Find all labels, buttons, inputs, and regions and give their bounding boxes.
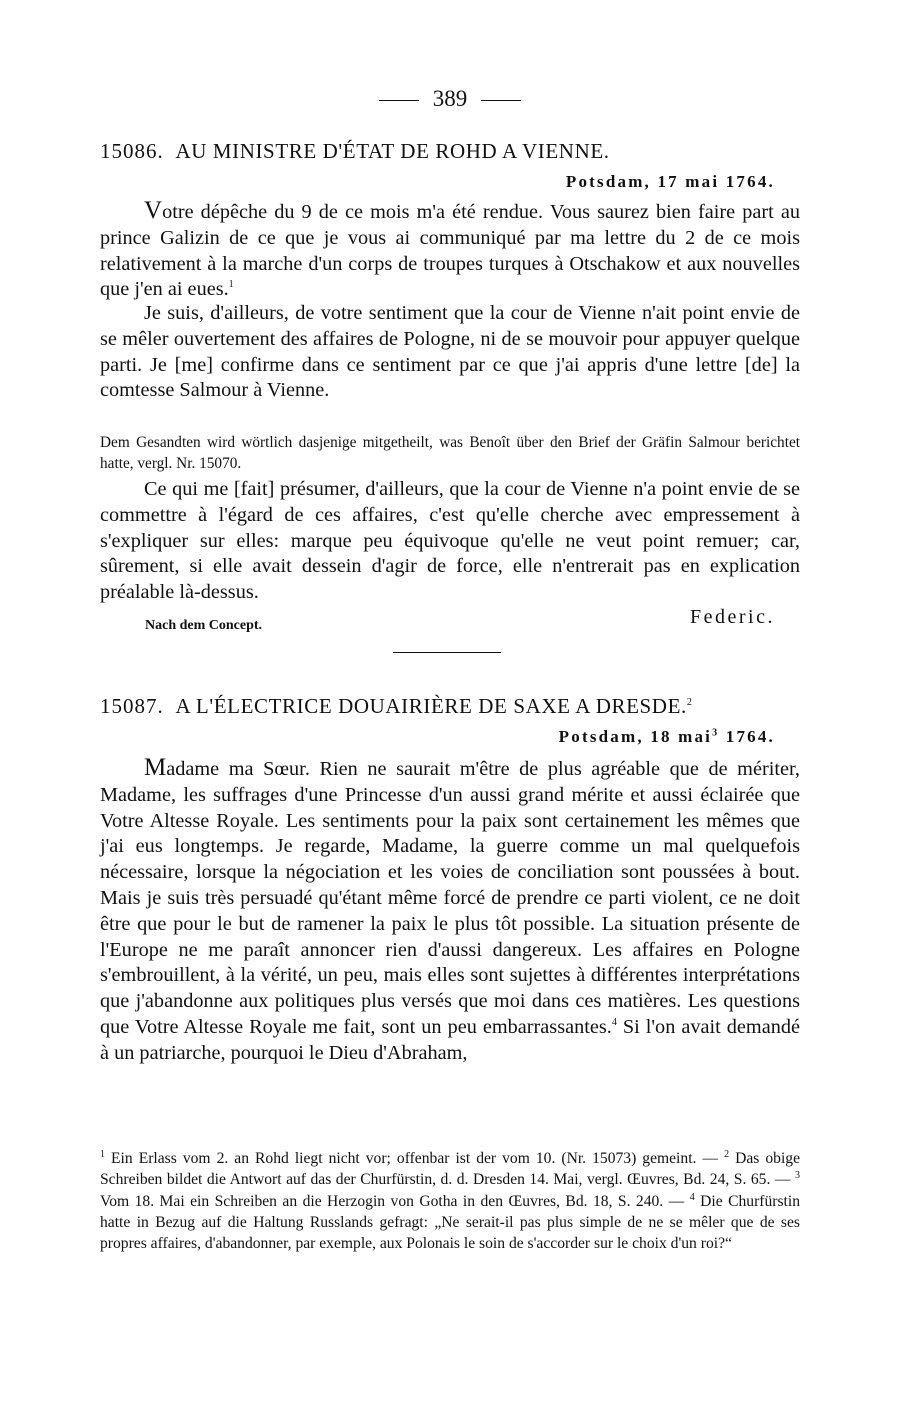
letter-paragraph: Ce qui me [fait] présumer, d'ailleurs, que la cour de Vienne n'a point envie de se commettre à l'égard de ces affaires, c'est qu'elle cherche avec empressement à s'expliquer sur elles: marque peu équivoque qu'elle ne veut point remuer; car, sûrement, si elle avait dessein d'agir de force, elle n'entrerait pas en explication préalable là-dessus. [100,478,800,604]
letter-dateline [559,727,775,747]
letter-paragraph [100,198,800,303]
source-note: Nach dem Concept. [145,618,263,633]
footnote-mark: 1 [100,1148,105,1160]
page-header [0,86,900,112]
dateline-place-date: Potsdam, 18 mai [558,727,713,746]
paragraph-text: otre dépêche du 9 de ce mois m'a été rendue. Vous saurez bien faire part au prince Galizin de ce que je vous ai communiqué par ma lettre du 2 de ce mois relativement à la marche d'un corps de troupes turques à Otschakow et aux nouvelles que j'en ai eues. [100,201,800,301]
header-dash-left [379,100,419,101]
letter-paragraph [100,755,800,1067]
footnote-mark: 4 [689,1191,695,1203]
initial-letter: M [144,754,167,781]
footnote-mark: 2 [724,1148,730,1160]
letter-number: 15087. [100,694,164,718]
footnote-ref: 3 [712,727,720,739]
footnote-ref: 1 [228,279,234,291]
footnote-text: Die Churfürstin hatte in Bezug auf die Haltung Russlands gefragt: „Ne serait-il pas plus simple de ne se mêler que de ses propres affaires, d'abandonner, par exemple, aux Polonais le soin de s'accorder sur le choix d'un roi?“ [100,1192,800,1253]
letter-heading: A L'ÉLECTRICE DOUAIRIÈRE DE SAXE A DRESDE. [175,694,687,718]
letter-dateline: Potsdam, 17 mai 1764. [565,172,775,191]
footnote-text: Vom 18. Mai ein Schreiben an die Herzogin von Gotha in den Œuvres, Bd. 18, S. 240. — [100,1192,690,1210]
letter-title [100,694,800,719]
section-divider [393,652,501,653]
editor-note: Dem Gesandten wird wörtlich dasjenige mitgetheilt, was Benoît über den Brief der Gräfin Salmour berichtet hatte, vergl. Nr. 15070. [100,434,800,472]
footnote-text: Ein Erlass vom 2. an Rohd liegt nicht vor; offenbar ist der vom 10. (Nr. 15073) gemeint. — [105,1150,725,1167]
paragraph-text: Si l'on avait demandé à un patriarche, pourquoi le Dieu d'Abraham, [100,1015,800,1064]
letter-heading: AU MINISTRE D'ÉTAT DE ROHD A VIENNE. [175,139,610,163]
signature: Federic. [690,606,775,628]
paragraph-text: adame ma Sœur. Rien ne saurait m'être de plus agréable que de mériter, Madame, les suffrages d'une Princesse d'un aussi grand mérite et aussi éclairée que Votre Altesse Royale. Les sentiments pour la paix sont certainement les mêmes que j'ai eus longtemps. Je regarde, Madame, la guerre comme un mal quelquefois nécessaire, lorsque la négociation et les voies de conciliation sont poussées à bout. Mais je suis très persuadé qu'étant même forcé de prendre ce parti violent, ce ne doit être que pour le but de ramener la paix le plus tôt possible. La situation présente de l'Europe ne me paraît annoncer rien d'aussi dangereux. Les affaires en Pologne s'embrouillent, à la vérité, un peu, mais elles sont sujettes à différentes interprétations que j'abandonne aux politiques plus versés que moi dans ces matières. Les questions que Votre Altesse Royale me fait, sont un peu embarrassantes. [100,758,800,1038]
page-number: 389 [432,86,468,111]
footnote-ref: 4 [611,1017,617,1029]
letter-title [100,139,800,164]
header-dash-right [481,100,521,101]
footnote-mark: 3 [795,1170,800,1182]
footnotes [100,1148,800,1254]
letter-paragraph: Je suis, d'ailleurs, de votre sentiment que la cour de Vienne n'ait point envie de se mêler ouvertement des affaires de Pologne, ni de se mouvoir pour appuyer quelque parti. Je [me] confirme dans ce sentiment par ce que j'ai appris d'une lettre [de] la comtesse Salmour à Vienne. [100,302,800,402]
footnote-ref: 2 [686,697,693,708]
footnote-text: Das obige Schreiben bildet die Antwort auf das der Churfürstin, d. d. Dresden 14. Mai, vergl. Œuvres, Bd. 24, S. 65. — [100,1150,800,1189]
letter-number: 15086. [100,139,164,163]
dateline-year: 1764. [719,727,775,746]
initial-letter: V [144,197,163,224]
